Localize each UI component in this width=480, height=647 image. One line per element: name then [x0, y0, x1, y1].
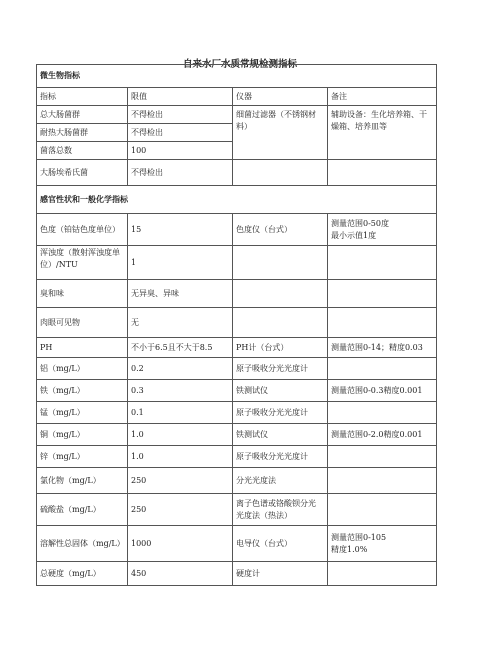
- cell-indicator: 铜（mg/L）: [37, 424, 128, 446]
- cell-limit: 0.2: [128, 358, 233, 380]
- cell-limit: 250: [128, 494, 233, 526]
- cell-indicator: 锰（mg/L）: [37, 402, 128, 424]
- cell-instrument: 分光光度法: [233, 468, 328, 494]
- cell-instrument: [233, 160, 328, 186]
- cell-instrument: [233, 308, 328, 338]
- cell-limit: 无: [128, 308, 233, 338]
- cell-indicator: 溶解性总固体（mg/L）: [37, 526, 128, 562]
- header-remark: 备注: [328, 88, 437, 106]
- table-row: [37, 106, 437, 124]
- cell-indicator: 大肠埃希氏菌: [37, 160, 128, 186]
- table-row: [37, 402, 437, 424]
- remark-line: 精度1.0%: [331, 544, 368, 554]
- cell-instrument: 铁测试仪: [233, 380, 328, 402]
- section-title-micro: 微生物指标: [37, 65, 437, 88]
- cell-limit: 1: [128, 246, 233, 280]
- cell-indicator: 臭和味: [37, 280, 128, 308]
- indicator-table: [36, 64, 437, 586]
- table-row: [37, 214, 437, 246]
- table-row: [37, 160, 437, 186]
- table-row: [37, 468, 437, 494]
- remark-line: 测量范围0-105: [331, 532, 387, 542]
- cell-remark-micro: 辅助设备：生化培养箱、干燥箱、培养皿等: [328, 106, 437, 160]
- cell-indicator: 肉眼可见物: [37, 308, 128, 338]
- table-header-row: [37, 88, 437, 106]
- cell-instrument: PH计（台式）: [233, 338, 328, 358]
- cell-indicator: 菌落总数: [37, 142, 128, 160]
- cell-remark: 测量范围0-2.0精度0.001: [328, 424, 437, 446]
- cell-indicator: 锌（mg/L）: [37, 446, 128, 468]
- cell-remark: [328, 280, 437, 308]
- table-row: [37, 424, 437, 446]
- cell-instrument-micro: 细菌过滤器（不锈钢材料）: [233, 106, 328, 160]
- cell-limit: 1.0: [128, 446, 233, 468]
- cell-instrument: [233, 246, 328, 280]
- cell-remark: [328, 214, 437, 246]
- cell-remark: [328, 446, 437, 468]
- cell-instrument: 原子吸收分光光度计: [233, 358, 328, 380]
- cell-remark: [328, 358, 437, 380]
- table-row: [37, 358, 437, 380]
- cell-instrument: [233, 494, 328, 526]
- cell-instrument: 电导仪（台式）: [233, 526, 328, 562]
- cell-limit: 不得检出: [128, 106, 233, 124]
- cell-limit: 不小于6.5且不大于8.5: [128, 338, 233, 358]
- cell-instrument: 原子吸收分光光度计: [233, 446, 328, 468]
- cell-limit: 100: [128, 142, 233, 160]
- indicator-line: 位）/NTU: [40, 260, 78, 269]
- header-limit: 限值: [128, 88, 233, 106]
- cell-remark: [328, 468, 437, 494]
- cell-remark: [328, 402, 437, 424]
- table-row: [37, 494, 437, 526]
- cell-limit: 0.1: [128, 402, 233, 424]
- table-row: [37, 562, 437, 586]
- remark-line: 测量范围0-50度: [331, 218, 389, 228]
- remark-line: 最小示值1度: [331, 230, 377, 240]
- cell-instrument: 硬度计: [233, 562, 328, 586]
- cell-limit: 无异臭、异味: [128, 280, 233, 308]
- cell-indicator: 总硬度（mg/L）: [37, 562, 128, 586]
- cell-remark: [328, 160, 437, 186]
- cell-instrument: 铁测试仪: [233, 424, 328, 446]
- table-row: [37, 280, 437, 308]
- cell-limit: 0.3: [128, 380, 233, 402]
- section-title-sensory: 感官性状和一般化学指标: [37, 186, 437, 214]
- cell-limit: 450: [128, 562, 233, 586]
- cell-instrument: [233, 280, 328, 308]
- header-instrument: 仪器: [233, 88, 328, 106]
- cell-indicator: 硫酸盐（mg/L）: [37, 494, 128, 526]
- cell-remark: 测量范围0-14；精度0.03: [328, 338, 437, 358]
- cell-remark: [328, 526, 437, 562]
- table-row: [37, 526, 437, 562]
- cell-limit: 15: [128, 214, 233, 246]
- cell-remark: [328, 246, 437, 280]
- table-row: [37, 308, 437, 338]
- cell-instrument: 色度仪（台式）: [233, 214, 328, 246]
- cell-remark: [328, 494, 437, 526]
- cell-indicator: 铝（mg/L）: [37, 358, 128, 380]
- cell-indicator: 氯化物（mg/L）: [37, 468, 128, 494]
- cell-indicator: 耐热大肠菌群: [37, 124, 128, 142]
- cell-limit: 不得检出: [128, 124, 233, 142]
- cell-remark: [328, 562, 437, 586]
- instrument-line: 离子色谱或铬酸钡分光: [236, 498, 316, 508]
- cell-limit: 1000: [128, 526, 233, 562]
- cell-instrument: 原子吸收分光光度计: [233, 402, 328, 424]
- cell-remark: [328, 308, 437, 338]
- table-row: [37, 380, 437, 402]
- cell-limit: 1.0: [128, 424, 233, 446]
- cell-limit: 不得检出: [128, 160, 233, 186]
- cell-indicator: 总大肠菌群: [37, 106, 128, 124]
- table-row: [37, 246, 437, 280]
- table-row: [37, 338, 437, 358]
- indicator-line: 浑浊度（散射浑浊度单: [40, 248, 120, 257]
- table-row: [37, 446, 437, 468]
- cell-indicator: 铁（mg/L）: [37, 380, 128, 402]
- cell-limit: 250: [128, 468, 233, 494]
- cell-indicator: [37, 246, 128, 280]
- cell-indicator: 色度（铂钴色度单位）: [37, 214, 128, 246]
- header-indicator: 指标: [37, 88, 128, 106]
- cell-remark: 测量范围0-0.3精度0.001: [328, 380, 437, 402]
- page-title: 自来水厂水质常规检测指标: [182, 59, 297, 70]
- cell-indicator: PH: [37, 338, 128, 358]
- instrument-line: 光度法（热法）: [236, 510, 292, 520]
